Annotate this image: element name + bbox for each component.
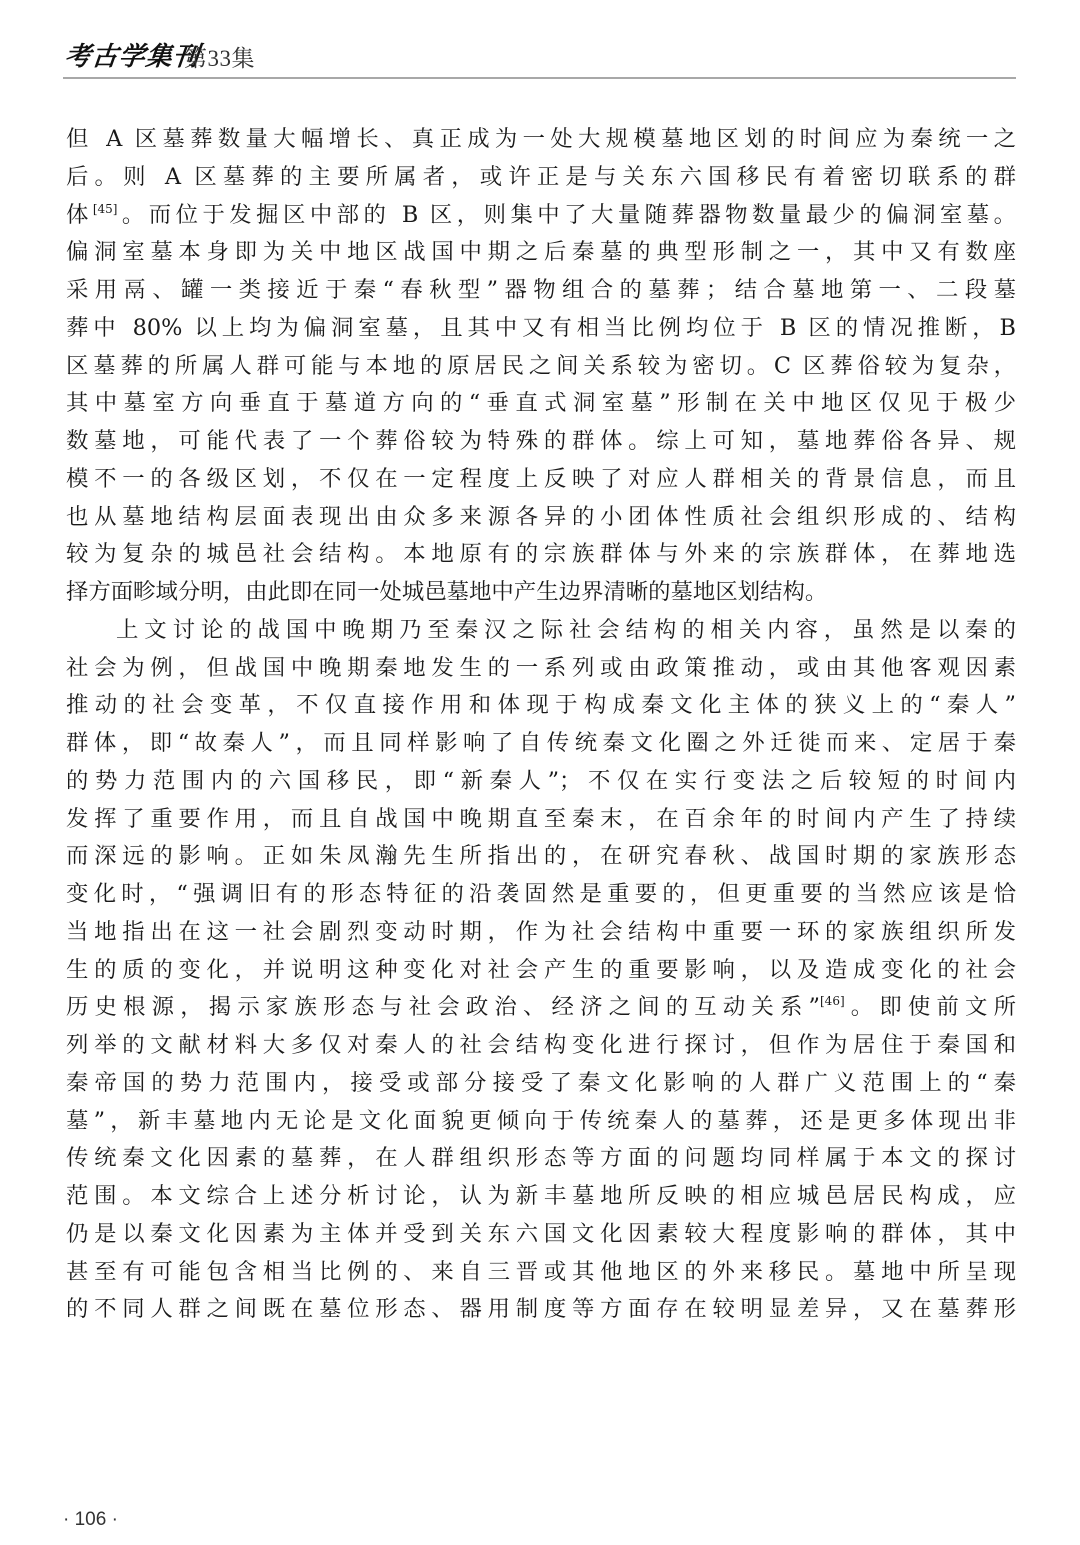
line-text: 葬中 80% 以上均为偏洞室墓，且其中又有相当比例均位于 B 区的情况推断，B	[66, 314, 1016, 341]
line-text: 区墓葬的所属人群可能与本地的原居民之间关系较为密切。C 区葬俗较为复杂，	[66, 352, 1016, 379]
line-text: 历史根源，揭示家族形态与社会政治、经济之间的互动关系”	[66, 994, 820, 1021]
line-text: 上文讨论的战国中晚期乃至秦汉之际社会结构的相关内容，虽然是以秦的	[116, 616, 1016, 643]
line-text: 群体，即“故秦人”，而且同样影响了自传统秦文化圈之外迁徙而来、定居于秦	[66, 730, 1016, 756]
text-line	[66, 876, 1016, 914]
text-line	[66, 197, 1016, 235]
line-text: 推动的社会变革，不仅直接作用和体现于构成秦文化主体的狭义上的“秦人”	[66, 692, 1016, 719]
text-line	[66, 1027, 1016, 1065]
line-text: 发挥了重要作用，而且自战国中晚期直至秦末，在百余年的时间内产生了持续	[66, 805, 1016, 832]
text-line	[66, 121, 1016, 159]
line-text: 采用鬲、罐一类接近于秦“春秋型”器物组合的墓葬；结合墓地第一、二段墓	[66, 277, 1016, 303]
text-line	[66, 838, 1016, 876]
page-number: · 106 ·	[63, 1509, 118, 1530]
citation-reference[interactable]: [46]	[820, 994, 845, 1009]
line-text: 后。则 A 区墓葬的主要所属者，或许正是与关东六国移民有着密切联系的群	[66, 163, 1016, 190]
text-line	[66, 650, 1016, 688]
line-text: 当地指出在这一社会剧烈变动时期，作为社会结构中重要一环的家族组织所发	[66, 918, 1016, 945]
line-text: 的势力范围内的六国移民，即“新秦人”；不仅在实行变法之后较短的时间内	[66, 767, 1016, 794]
line-text: 而深远的影响。正如朱凤瀚先生所指出的，在研究春秋、战国时期的家族形态	[66, 843, 1016, 870]
line-text: 生的质的变化，并说明这种变化对社会产生的重要影响，以及造成变化的社会	[66, 956, 1016, 983]
text-line	[66, 1254, 1016, 1292]
text-line	[66, 423, 1016, 461]
text-line	[66, 536, 1016, 574]
volume-label: 第33集	[184, 46, 255, 71]
text-line	[66, 725, 1016, 763]
text-line	[66, 272, 1016, 310]
line-text: 模不一的各级区划，不仅在一定程度上反映了对应人群相关的背景信息，而且	[66, 465, 1016, 492]
text-line	[66, 310, 1016, 348]
text-line	[66, 461, 1016, 499]
line-text: 甚至有可能包含相当比例的、来自三晋或其他地区的外来移民。墓地中所呈现	[66, 1258, 1016, 1285]
text-line	[66, 1216, 1016, 1254]
line-text: 数墓地，可能代表了一个葬俗较为特殊的群体。综上可知，墓地葬俗各异、规	[66, 428, 1016, 454]
line-text: 也从墓地结构层面表现出由众多来源各异的小团体性质社会组织形成的、结构	[66, 503, 1016, 530]
text-line	[66, 574, 1016, 612]
line-text: 范围。本文综合上述分析讨论，认为新丰墓地所反映的相应城邑居民构成，应	[66, 1183, 1016, 1209]
paragraph	[66, 612, 1016, 1329]
text-line	[66, 348, 1016, 386]
text-line	[66, 612, 1016, 650]
line-text: 的不同人群之间既在墓位形态、器用制度等方面存在较明显差异，又在墓葬形	[66, 1296, 1016, 1323]
text-line	[66, 763, 1016, 801]
running-header	[63, 30, 1016, 79]
line-text: 其中墓室方向垂直于墓道方向的“垂直式洞室墓”形制在关中地区仅见于极少	[66, 390, 1016, 417]
text-line	[66, 1103, 1016, 1141]
text-line	[66, 801, 1016, 839]
text-line	[66, 1291, 1016, 1329]
line-text: 传统秦文化因素的墓葬，在人群组织形态等方面的问题均同样属于本文的探讨	[66, 1145, 1016, 1172]
body-text	[66, 121, 1016, 1329]
text-line	[66, 499, 1016, 537]
text-line	[66, 1178, 1016, 1216]
text-line	[66, 1065, 1016, 1103]
line-text: 较为复杂的城邑社会结构。本地原有的宗族群体与外来的宗族群体，在葬地选	[66, 541, 1016, 568]
text-line	[66, 159, 1016, 197]
line-text: 列举的文献材料大多仅对秦人的社会结构变化进行探讨，但作为居住于秦国和	[66, 1032, 1016, 1058]
line-text: 变化时，“强调旧有的形态特征的沿袭固然是重要的，但更重要的当然应该是恰	[66, 881, 1016, 907]
text-line	[66, 1140, 1016, 1178]
citation-reference[interactable]: [45]	[92, 201, 118, 216]
text-line	[66, 385, 1016, 423]
line-text: 但 A 区墓葬数量大幅增长、真正成为一处大规模墓地区划的时间应为秦统一之	[66, 126, 1016, 152]
line-text-continued: 。即使前文所	[844, 994, 1016, 1021]
line-text: 择方面畛域分明，由此即在同一处城邑墓地中产生边界清晰的墓地区划结构。	[66, 579, 828, 605]
line-text: 体	[66, 201, 93, 228]
text-line	[66, 234, 1016, 272]
text-line	[66, 989, 1016, 1027]
journal-name: 考古学集刊	[63, 42, 202, 72]
line-text: 仍是以秦文化因素为主体并受到关东六国文化因素较大程度影响的群体，其中	[66, 1220, 1016, 1247]
line-text: 社会为例，但战国中晚期秦地发生的一系列或由政策推动，或由其他客观因素	[66, 654, 1016, 681]
text-line	[66, 952, 1016, 990]
text-line	[66, 687, 1016, 725]
text-line	[66, 914, 1016, 952]
paragraph	[66, 121, 1016, 612]
line-text-continued: 。而位于发掘区中部的 B 区，则集中了大量随葬器物数量最少的偏洞室墓。	[117, 201, 1016, 228]
line-text: 偏洞室墓本身即为关中地区战国中期之后秦墓的典型形制之一，其中又有数座	[66, 239, 1016, 266]
line-text: 秦帝国的势力范围内，接受或部分接受了秦文化影响的人群广义范围上的“秦	[66, 1069, 1016, 1096]
line-text: 墓”，新丰墓地内无论是文化面貌更倾向于传统秦人的墓葬，还是更多体现出非	[66, 1107, 1016, 1134]
